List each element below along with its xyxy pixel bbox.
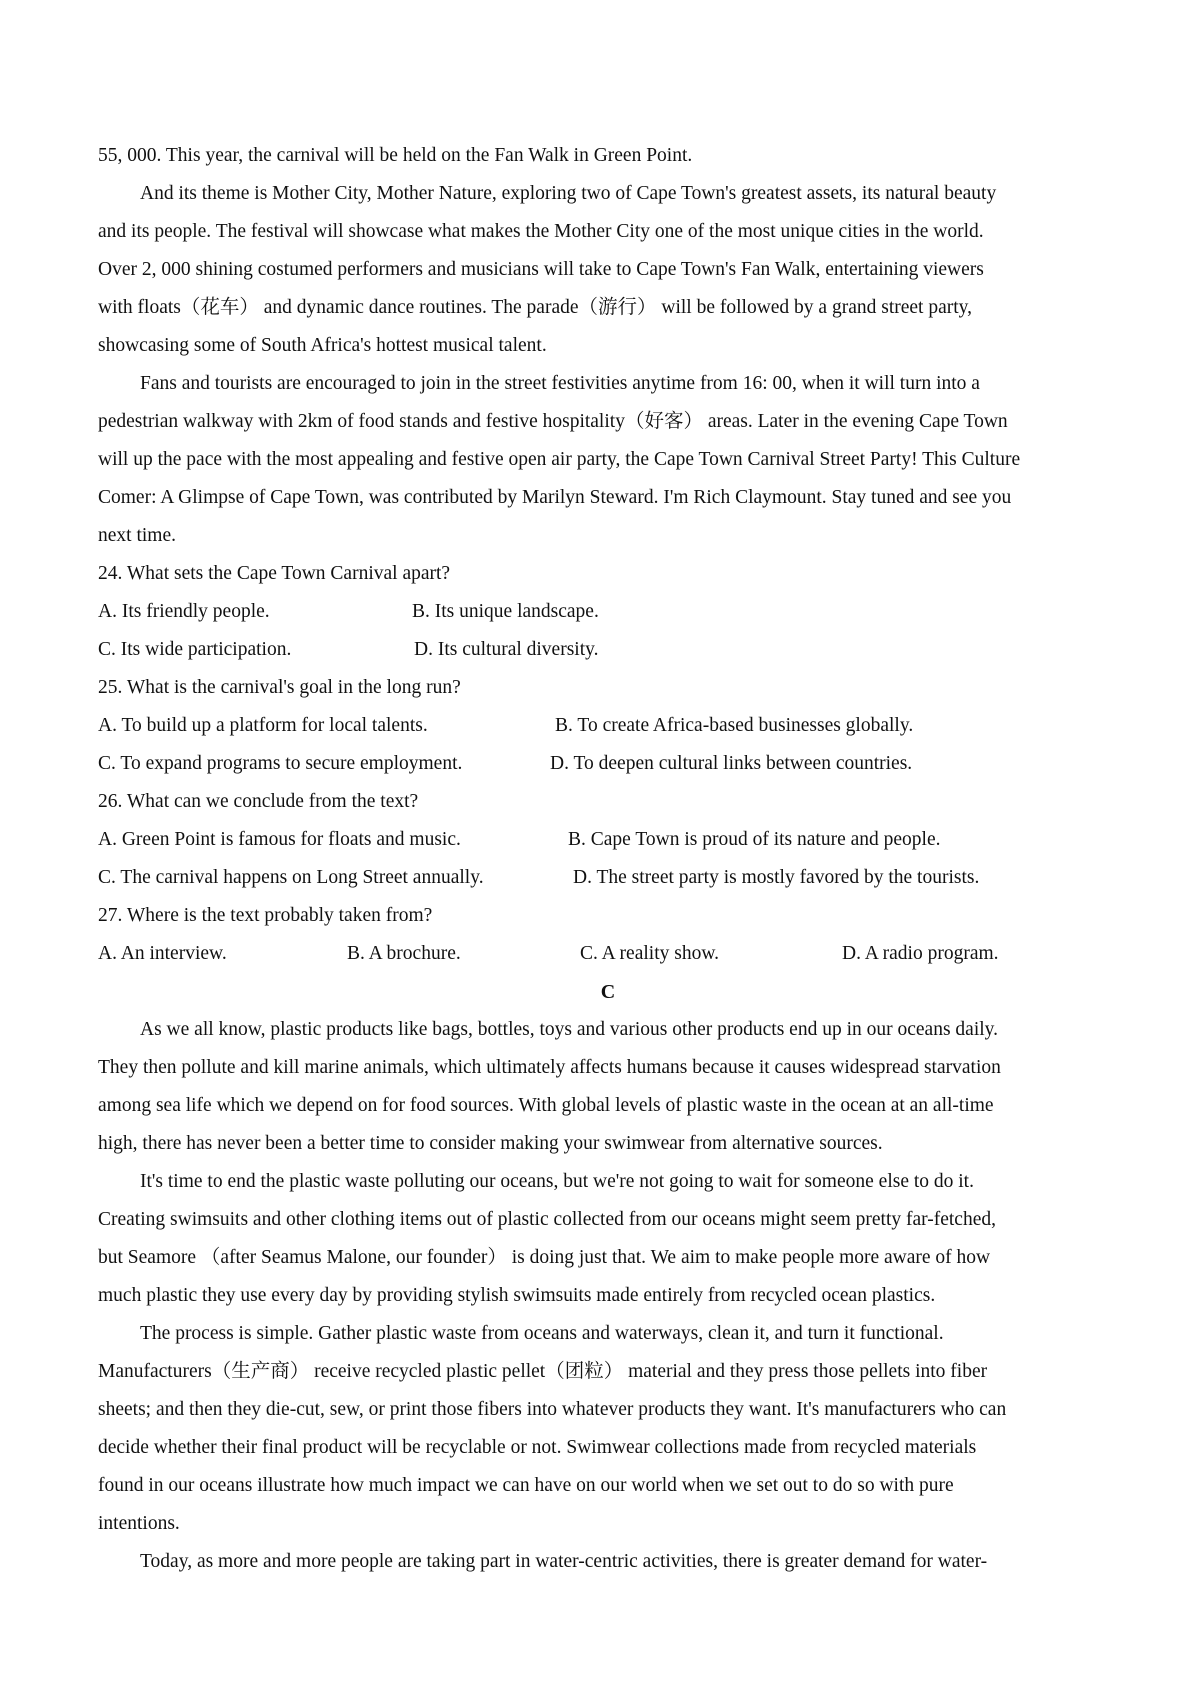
passage-line: Creating swimsuits and other clothing items out of plastic collected from our oceans might seem pretty far-fetched, — [98, 1209, 996, 1230]
option-row — [98, 859, 1118, 897]
passage-line: among sea life which we depend on for food sources. With global levels of plastic waste in the ocean at an all-time — [98, 1095, 994, 1116]
passage-line: They then pollute and kill marine animals, which ultimately affects humans because it causes widespread starvation — [98, 1057, 1001, 1078]
option-d: D. A radio program. — [842, 943, 999, 964]
option-a: A. To build up a platform for local talents. — [98, 715, 428, 736]
question-stem: 27. Where is the text probably taken from? — [98, 905, 433, 926]
option-a: A. Green Point is famous for floats and music. — [98, 829, 461, 850]
exam-page — [98, 137, 1118, 1581]
question-stem: 26. What can we conclude from the text? — [98, 791, 419, 812]
option-row — [98, 707, 1118, 745]
option-c: C. Its wide participation. — [98, 639, 292, 660]
passage-line: and its people. The festival will showcase what makes the Mother City one of the most unique cities in the world. — [98, 221, 984, 242]
option-a: A. Its friendly people. — [98, 601, 270, 622]
passage-line: Manufacturers（生产商） receive recycled plastic pellet（团粒） material and they press those pellets into fiber — [98, 1361, 988, 1382]
option-d: D. To deepen cultural links between countries. — [550, 753, 913, 774]
option-d: D. The street party is mostly favored by the tourists. — [573, 867, 980, 888]
passage-line: And its theme is Mother City, Mother Nature, exploring two of Cape Town's greatest assets, its natural beauty — [140, 183, 997, 204]
passage-line: As we all know, plastic products like bags, bottles, toys and various other products end up in our oceans daily. — [140, 1019, 999, 1040]
passage-line: Today, as more and more people are taking part in water-centric activities, there is greater demand for water- — [140, 1551, 988, 1572]
option-a: A. An interview. — [98, 943, 227, 964]
option-row — [98, 821, 1118, 859]
option-c: C. A reality show. — [580, 943, 720, 964]
passage-line: pedestrian walkway with 2km of food stands and festive hospitality（好客） areas. Later in the evening Cape Town — [98, 411, 1008, 432]
option-row — [98, 935, 1118, 973]
passage-line: It's time to end the plastic waste polluting our oceans, but we're not going to wait for someone else to do it. — [140, 1171, 974, 1192]
passage-line: will up the pace with the most appealing and festive open air party, the Cape Town Carnival Street Party! This Culture — [98, 449, 1021, 470]
option-b: B. To create Africa-based businesses globally. — [555, 715, 914, 736]
passage-line: Over 2, 000 shining costumed performers and musicians will take to Cape Town's Fan Walk, entertaining viewers — [98, 259, 984, 280]
passage-line: intentions. — [98, 1513, 180, 1534]
passage-line: much plastic they use every day by providing stylish swimsuits made entirely from recycled ocean plastics. — [98, 1285, 936, 1306]
passage-line: Comer: A Glimpse of Cape Town, was contributed by Marilyn Steward. I'm Rich Claymount. Stay tuned and see you — [98, 487, 1012, 508]
option-row — [98, 631, 1118, 669]
option-c: C. To expand programs to secure employment. — [98, 753, 463, 774]
passage-line: with floats（花车） and dynamic dance routines. The parade（游行） will be followed by a grand street party, — [98, 297, 973, 318]
option-row — [98, 593, 1118, 631]
passage-line: sheets; and then they die-cut, sew, or print those fibers into whatever products they want. It's manufacturers who can — [98, 1399, 1007, 1420]
passage-line: showcasing some of South Africa's hottest musical talent. — [98, 335, 547, 356]
option-c: C. The carnival happens on Long Street annually. — [98, 867, 484, 888]
passage-line: high, there has never been a better time to consider making your swimwear from alternative sources. — [98, 1133, 883, 1154]
passage-line: 55, 000. This year, the carnival will be held on the Fan Walk in Green Point. — [98, 145, 693, 166]
question-stem: 24. What sets the Cape Town Carnival apart? — [98, 563, 451, 584]
passage-line: The process is simple. Gather plastic waste from oceans and waterways, clean it, and turn it functional. — [140, 1323, 944, 1344]
option-d: D. Its cultural diversity. — [414, 639, 599, 660]
passage-line: Fans and tourists are encouraged to join in the street festivities anytime from 16: 00, when it will turn into a — [140, 373, 980, 394]
passage-line: but Seamore （after Seamus Malone, our founder） is doing just that. We aim to make people more aware of how — [98, 1247, 991, 1268]
option-b: B. A brochure. — [347, 943, 461, 964]
option-b: B. Its unique landscape. — [412, 601, 599, 622]
passage-line: found in our oceans illustrate how much impact we can have on our world when we set out to do so with pure — [98, 1475, 954, 1496]
section-heading: C — [600, 981, 616, 1003]
passage-line: decide whether their final product will be recyclable or not. Swimwear collections made from recycled materials — [98, 1437, 977, 1458]
option-b: B. Cape Town is proud of its nature and people. — [568, 829, 941, 850]
passage-line: next time. — [98, 525, 176, 546]
question-stem: 25. What is the carnival's goal in the long run? — [98, 677, 461, 698]
option-row — [98, 745, 1118, 783]
